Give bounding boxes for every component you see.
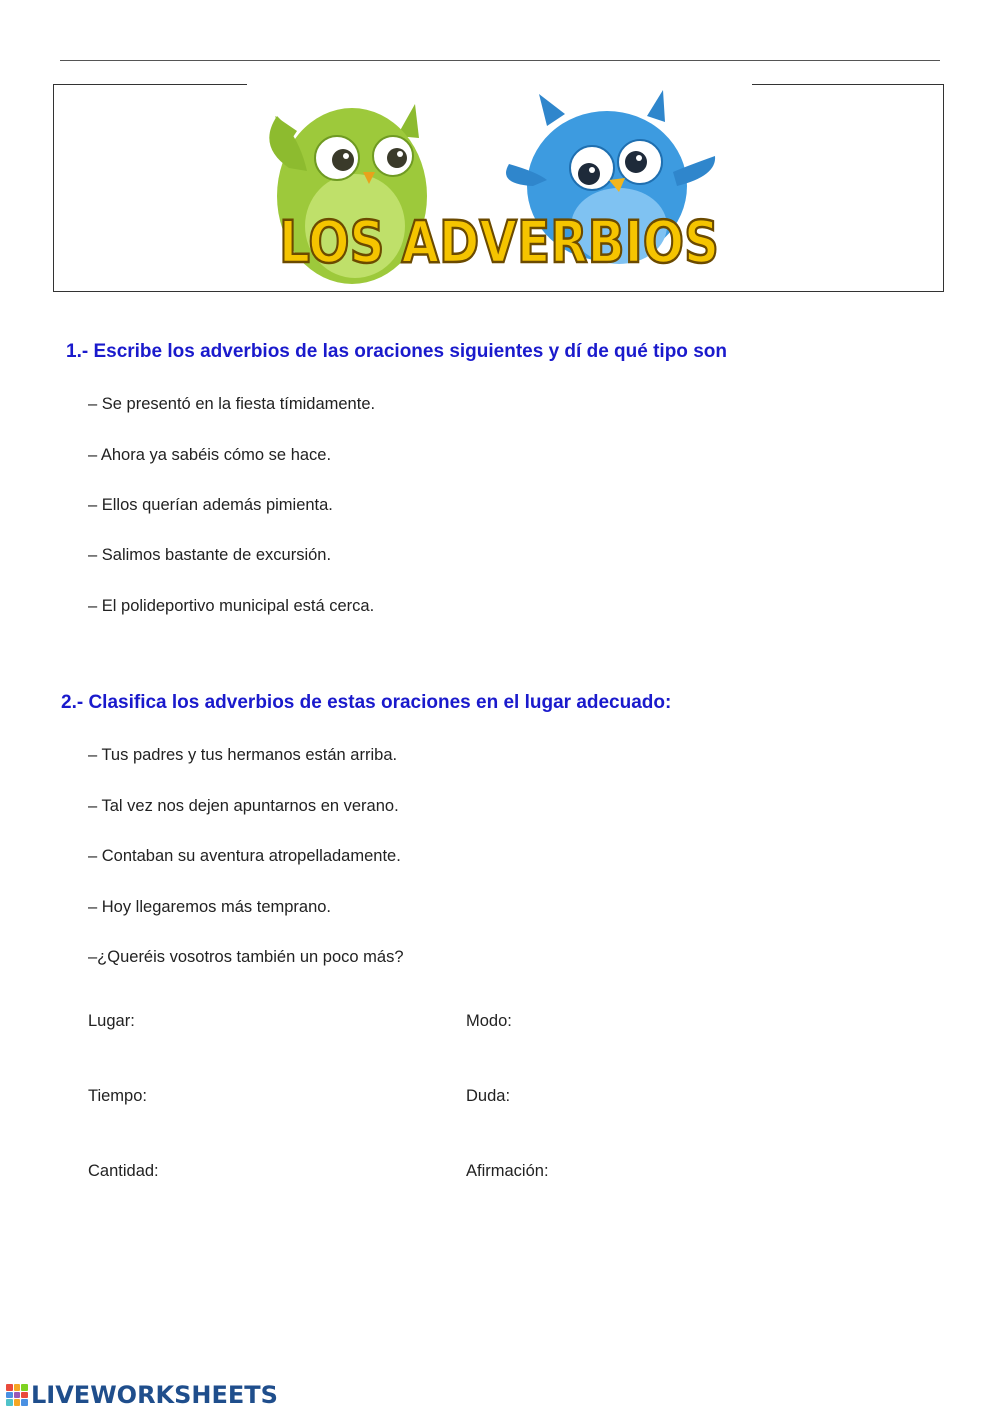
logo-blocks-icon <box>6 1384 28 1406</box>
section1-sentence-5: – El polideportivo municipal está cerca. <box>88 597 375 615</box>
section1-heading: 1.- Escribe los adverbios de las oraciones siguientes y dí de qué tipo son <box>66 341 727 362</box>
section1-sentence-4: – Salimos bastante de excursión. <box>88 546 332 564</box>
section2-sentence-5: –¿Queréis vosotros también un poco más? <box>88 948 404 966</box>
section2-sentence-1: – Tus padres y tus hermanos están arriba. <box>88 746 398 764</box>
section2-sentence-4: – Hoy llegaremos más temprano. <box>88 898 332 916</box>
top-rule <box>60 60 940 61</box>
section1-sentence-3: – Ellos querían además pimienta. <box>88 496 333 514</box>
section2-heading: 2.- Clasifica los adverbios de estas oraciones en el lugar adecuado: <box>61 692 672 713</box>
banner-image <box>247 76 752 286</box>
category-tiempo: Tiempo: <box>88 1087 147 1105</box>
liveworksheets-logo[interactable] <box>6 1380 278 1410</box>
section1-sentence-1: – Se presentó en la fiesta tímidamente. <box>88 395 376 413</box>
category-modo: Modo: <box>466 1012 512 1030</box>
category-lugar: Lugar: <box>88 1012 135 1030</box>
category-cantidad: Cantidad: <box>88 1162 159 1180</box>
section2-sentence-2: – Tal vez nos dejen apuntarnos en verano. <box>88 797 399 815</box>
category-afirmacion: Afirmación: <box>466 1162 549 1180</box>
section2-sentence-3: – Contaban su aventura atropelladamente. <box>88 847 401 865</box>
section1-sentence-2: – Ahora ya sabéis cómo se hace. <box>88 446 332 464</box>
banner-title: LOS ADVERBIOS <box>279 208 719 276</box>
brand-name: LIVEWORKSHEETS <box>31 1381 278 1409</box>
category-duda: Duda: <box>466 1087 511 1105</box>
